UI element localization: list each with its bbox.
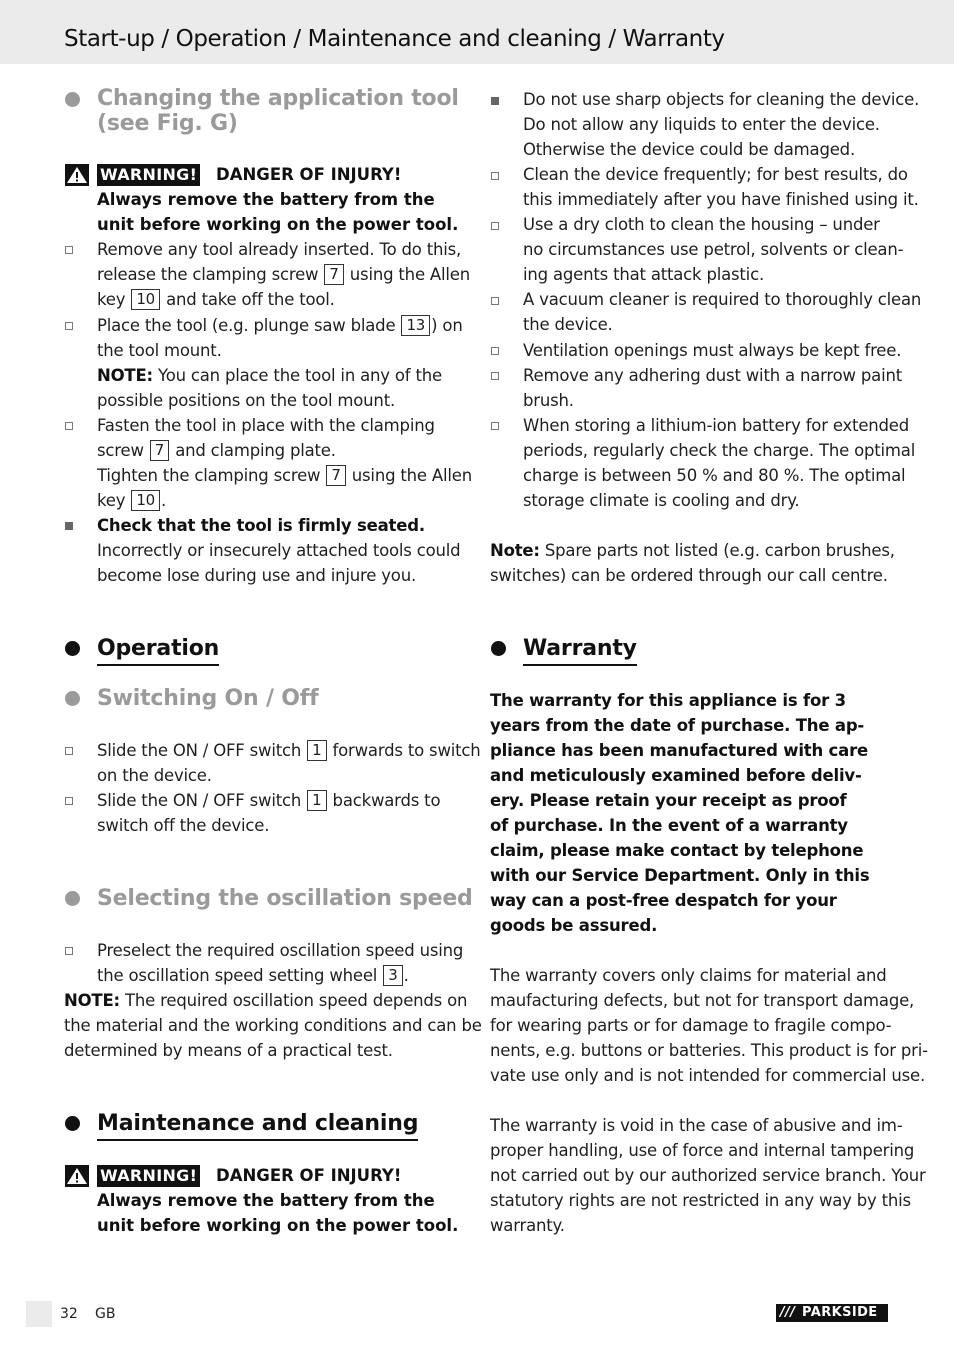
warning-badge: WARNING! [97, 164, 200, 186]
warranty-bold-line: The warranty for this appliance is for 3 [490, 691, 846, 710]
list-bullet-icon [65, 522, 73, 530]
list-item-text: Place the tool (e.g. plunge saw blade 13 ) on [97, 316, 463, 335]
list-item-text: When storing a lithium-ion battery for extended [523, 416, 910, 435]
section-bullet-icon [65, 891, 80, 906]
list-item-text: brush. [523, 391, 574, 410]
footer-marker [26, 1301, 52, 1327]
logo-text: PARKSIDE [802, 1305, 878, 1320]
list-bullet-icon [491, 172, 499, 180]
list-bullet-icon [491, 372, 499, 380]
list-bullet-icon [491, 347, 499, 355]
logo-stripes-icon: /// [780, 1305, 796, 1320]
list-item-text: Slide the ON / OFF switch 1 forwards to switch [97, 741, 481, 760]
list-item-text: Use a dry cloth to clean the housing – under [523, 215, 880, 234]
heading-operation: Operation [97, 636, 219, 666]
note-text: determined by means of a practical test. [64, 1041, 393, 1060]
warranty-bold-line: and meticulously examined before deliv- [490, 766, 862, 785]
warning-triangle-icon [65, 1165, 89, 1187]
part-ref-box: 7 [324, 264, 343, 285]
list-item-text: this immediately after you have finished using it. [523, 190, 919, 209]
list-item-text: Do not allow any liquids to enter the device. [523, 115, 880, 134]
warning-text: unit before working on the power tool. [97, 1216, 459, 1235]
warning-text: unit before working on the power tool. [97, 215, 459, 234]
list-item-text: key 10 and take off the tool. [97, 290, 335, 309]
warranty-bold-line: years from the date of purchase. The ap- [490, 716, 865, 735]
warranty-bold-line: way can a post-free despatch for your [490, 891, 837, 910]
part-ref-box: 1 [307, 790, 326, 811]
list-bullet-icon [65, 797, 73, 805]
heading-maintenance: Maintenance and cleaning [97, 1111, 418, 1141]
list-item-text: Otherwise the device could be damaged. [523, 140, 855, 159]
heading-warranty: Warranty [523, 636, 637, 666]
list-item-text: Do not use sharp objects for cleaning the device. [523, 90, 920, 109]
list-item-text: Tighten the clamping screw 7 using the Allen [97, 466, 472, 485]
warranty-text-line: warranty. [490, 1216, 565, 1235]
note-text: NOTE: You can place the tool in any of the [97, 366, 442, 385]
part-ref-box: 1 [307, 740, 326, 761]
list-item-text: Slide the ON / OFF switch 1 backwards to [97, 791, 441, 810]
warning-title: DANGER OF INJURY! [216, 1166, 402, 1185]
language-code: GB [95, 1306, 116, 1322]
list-item-text: Clean the device frequently; for best results, do [523, 165, 908, 184]
heading-changing-tool-line2: (see Fig. G) [97, 111, 238, 136]
warranty-bold-line: ery. Please retain your receipt as proof [490, 791, 847, 810]
list-bullet-icon [491, 222, 499, 230]
list-item-text: ing agents that attack plastic. [523, 265, 764, 284]
list-bullet-icon [491, 297, 499, 305]
warranty-text-line: maufacturing defects, but not for transport damage, [490, 991, 915, 1010]
warranty-text-line: not carried out by our authorized service branch. Your [490, 1166, 926, 1185]
list-item-text: A vacuum cleaner is required to thoroughly clean [523, 290, 922, 309]
warning-text: Always remove the battery from the [97, 1191, 435, 1210]
list-item-text: switch off the device. [97, 816, 270, 835]
list-bullet-icon [65, 747, 73, 755]
heading-changing-tool-line1: Changing the application tool [97, 86, 459, 111]
note-text: Note: Spare parts not listed (e.g. carbon brushes, [490, 541, 895, 560]
section-bullet-icon [65, 641, 80, 656]
list-bullet-icon [65, 422, 73, 430]
list-item-text: Remove any tool already inserted. To do this, [97, 240, 462, 259]
warranty-text-line: statutory rights are not restricted in any way by this [490, 1191, 911, 1210]
list-item-text: release the clamping screw 7 using the Allen [97, 265, 470, 284]
list-item-text: the device. [523, 315, 613, 334]
warning-text: Always remove the battery from the [97, 190, 435, 209]
warranty-bold-line: goods be assured. [490, 916, 658, 935]
list-bullet-icon [65, 322, 73, 330]
warning-triangle-icon [65, 164, 89, 186]
list-bullet-icon [65, 246, 73, 254]
part-ref-box: 10 [131, 490, 160, 511]
warranty-bold-line: claim, please make contact by telephone [490, 841, 864, 860]
page-number: 32 [60, 1306, 78, 1322]
section-bullet-icon [65, 92, 80, 107]
warranty-text-line: vate use only and is not intended for commercial use. [490, 1066, 926, 1085]
list-item-text: on the device. [97, 766, 212, 785]
warranty-bold-line: of purchase. In the event of a warranty [490, 816, 848, 835]
note-text: switches) can be ordered through our call centre. [490, 566, 888, 585]
note-text: possible positions on the tool mount. [97, 391, 396, 410]
part-ref-box: 13 [401, 315, 430, 336]
list-item-text: become lose during use and injure you. [97, 566, 417, 585]
list-item-text: key 10 . [97, 491, 167, 510]
list-item-text: storage climate is cooling and dry. [523, 491, 800, 510]
list-item-text: Incorrectly or insecurely attached tools could [97, 541, 461, 560]
list-item-text: no circumstances use petrol, solvents or clean- [523, 240, 904, 259]
list-item-text: the tool mount. [97, 341, 222, 360]
warranty-text-line: for wearing parts or for damage to fragile compo- [490, 1016, 892, 1035]
warranty-text-line: The warranty covers only claims for material and [490, 966, 887, 985]
warning-title: DANGER OF INJURY! [216, 165, 402, 184]
note-text: NOTE: The required oscillation speed depends on [64, 991, 468, 1010]
heading-switching: Switching On / Off [97, 686, 319, 711]
warranty-bold-line: pliance has been manufactured with care [490, 741, 869, 760]
part-ref-box: 7 [326, 465, 345, 486]
list-item-text: Check that the tool is firmly seated. [97, 516, 425, 535]
warranty-bold-line: with our Service Department. Only in this [490, 866, 870, 885]
section-bullet-icon [65, 1116, 80, 1131]
section-bullet-icon [491, 641, 506, 656]
section-bullet-icon [65, 691, 80, 706]
list-bullet-icon [491, 422, 499, 430]
list-item-text: Ventilation openings must always be kept free. [523, 341, 902, 360]
warning-badge: WARNING! [97, 1165, 200, 1187]
part-ref-box: 10 [131, 289, 160, 310]
warranty-text-line: nents, e.g. buttons or batteries. This product is for pri- [490, 1041, 928, 1060]
list-item-text: periods, regularly check the charge. The optimal [523, 441, 916, 460]
list-item-text: screw 7 and clamping plate. [97, 441, 336, 460]
list-item-text: charge is between 50 % and 80 %. The optimal [523, 466, 906, 485]
list-item-text: the oscillation speed setting wheel 3 . [97, 966, 409, 985]
parkside-logo [776, 1304, 888, 1322]
part-ref-box: 7 [150, 440, 169, 461]
page-title: Start-up / Operation / Maintenance and cleaning / Warranty [64, 26, 725, 52]
list-item-text: Preselect the required oscillation speed using [97, 941, 464, 960]
warranty-text-line: The warranty is void in the case of abusive and im- [490, 1116, 903, 1135]
list-bullet-icon [65, 947, 73, 955]
note-text: the material and the working conditions and can be [64, 1016, 482, 1035]
list-item-text: Remove any adhering dust with a narrow paint [523, 366, 902, 385]
warranty-text-line: proper handling, use of force and internal tampering [490, 1141, 915, 1160]
heading-oscillation: Selecting the oscillation speed [97, 886, 473, 911]
part-ref-box: 3 [383, 965, 402, 986]
list-bullet-icon [491, 97, 499, 105]
list-item-text: Fasten the tool in place with the clamping [97, 416, 435, 435]
